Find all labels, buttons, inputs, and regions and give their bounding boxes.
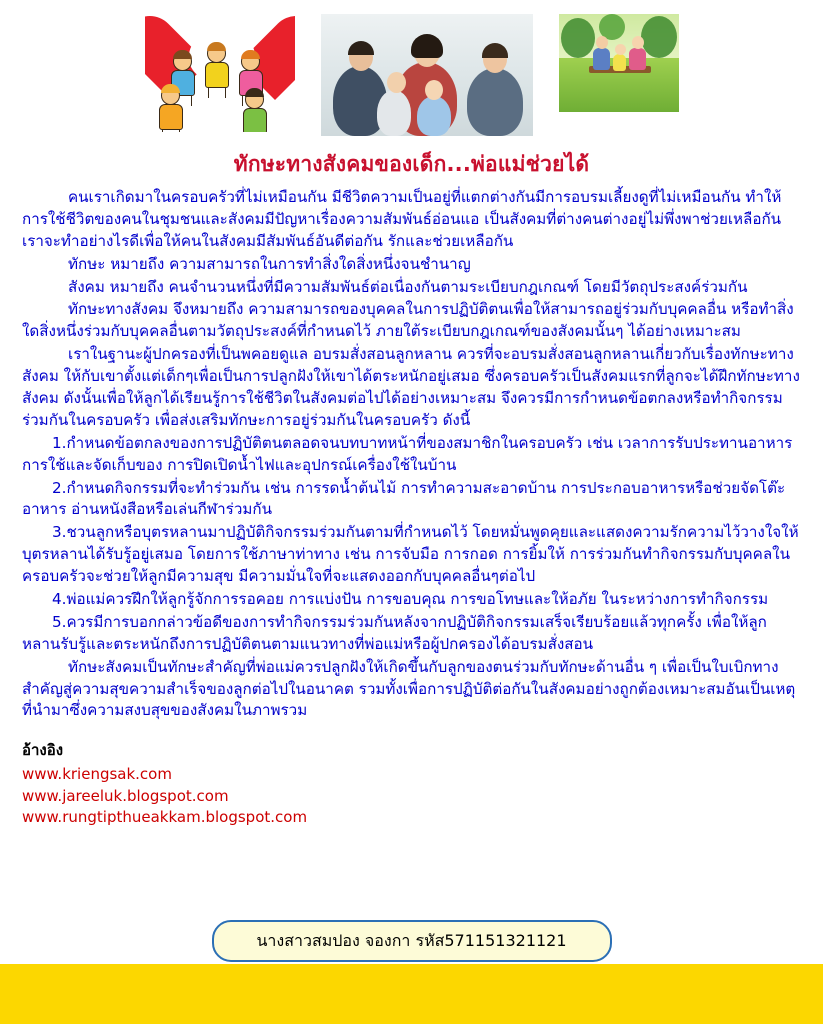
- paragraph: ทักษะสังคมเป็นทักษะสำคัญที่พ่อแม่ควรปลูกฝังให้เกิดขึ้นกับลูกของตนร่วมกับทักษะด้านอื่น ๆ เพื่อเป็นใบเบิกทางสำคัญสู่ความสุขความสำเร็จของลูกต่อไปในอนาคต รวมทั้งเพื่อการปฏิบัติต่อกันในสังคมอย่างถูกต้องเหมาะสมอันเป็นเหตุที่นำมาซึ่งความสงบสุขของสังคมในภาพรวม: [22, 657, 796, 720]
- family-photo: [321, 14, 533, 136]
- child-figure: [207, 44, 229, 98]
- list-item: 3.ชวนลูกหรือบุตรหลานมาปฏิบัติกิจกรรมร่วมกันตามที่กำหนดไว้ โดยหมั่นพูดคุยและแสดงความรักความไว้วางใจให้บุตรหลานได้รับรู้อยู่เสมอ โดยการใช้ภาษาท่าทาง เช่น การจับมือ การกอด การยิ้มให้ การร่วมกันทำกิจกรรมกับบุคคลในครอบครัวจะช่วยให้ลูกมีความสุข มีความมั่นใจที่จะแสดงออกกับบุคคลอื่นๆต่อไป: [22, 523, 799, 586]
- child-figure: [417, 96, 451, 136]
- references-heading: อ้างอิง: [22, 741, 64, 760]
- list-item: 4.พ่อแม่ควรฝึกให้ลูกรู้จักการรอคอย การแบ่งปัน การขอบคุณ การขอโทษและให้อภัย ในระหว่างการทำกิจกรรม: [52, 590, 769, 609]
- paragraph: คนเราเกิดมาในครอบครัวที่ไม่เหมือนกัน มีชีวิตความเป็นอยู่ที่แตกต่างกันมีการอบรมเลี้ยงดูที่ไม่เหมือนกัน ทำให้การใช้ชีวิตของคนในชุมชนและสังคมมีปัญหาเรื่องความสัมพันธ์อ่อนแอ เป็นสังคมที่ต่างคนต่างอยู่ไม่พึ่งพาช่วยเหลือกัน เราจะทำอย่างไรดีเพื่อให้คนในสังคมมีสัมพันธ์อันดีต่อกัน รักและช่วยเหลือกัน: [22, 188, 782, 250]
- family-garden-clipart: [559, 14, 679, 112]
- child-head: [615, 44, 626, 55]
- paragraph: ทักษะ หมายถึง ความสามารถในการทำสิ่งใดสิ่งหนึ่งจนชำนาญ: [68, 254, 471, 273]
- child-head: [387, 72, 406, 93]
- mother-figure: [629, 48, 646, 70]
- author-name-pill: นางสาวสมปอง จองกา รหัส571151321121: [212, 920, 612, 962]
- person-hair: [411, 34, 443, 58]
- page-title: ทักษะทางสังคมของเด็ก...พ่อแม่ช่วยได้: [233, 152, 590, 176]
- kids-heart-clipart: [145, 14, 295, 132]
- mother-head: [632, 36, 644, 49]
- reference-link[interactable]: www.kriengsak.com: [22, 765, 172, 784]
- tree-icon: [561, 18, 595, 58]
- child-figure: [613, 54, 626, 71]
- father-figure: [593, 48, 610, 70]
- child-head: [425, 80, 443, 100]
- footer-bar: [0, 964, 823, 1024]
- image-strip: [22, 8, 801, 144]
- child-figure: [377, 90, 411, 136]
- list-item: 2.กำหนดกิจกรรมที่จะทำร่วมกัน เช่น การรดน้ำต้นไม้ การทำความสะอาดบ้าน การประกอบอาหารหรือช่วยจัดโต๊ะอาหาร อ่านหนังสือหรือเล่นกีฬาร่วมกัน: [22, 478, 786, 519]
- paragraph: สังคม หมายถึง คนจำนวนหนึ่งที่มีความสัมพันธ์ต่อเนื่องกันตามระเบียบกฎเกณฑ์ โดยมีวัตถุประสงค์ร่วมกัน: [68, 277, 748, 296]
- list-item: 1.กำหนดข้อตกลงของการปฏิบัติตนตลอดจนบทบาทหน้าที่ของสมาชิกในครอบครัว เช่น เวลาการรับประทานอาหาร การใช้และจัดเก็บของ การปิดเปิดน้ำไฟและอุปกรณ์เครื่องใช้ในบ้าน: [22, 433, 793, 474]
- child-figure: [245, 90, 267, 132]
- person-figure: [467, 68, 523, 136]
- child-figure: [161, 86, 183, 132]
- paragraph: เราในฐานะผู้ปกครองที่เป็นพคอยดูแล อบรมสั่งสอนลูกหลาน ควรที่จะอบรมสั่งสอนลูกหลานเกี่ยวกับเรื่องทักษะทางสังคม ให้กับเขาตั้งแต่เด็กๆเพื่อเป็นการปลูกฝังให้เขาได้ตระหนักอยู่เสมอ ซึ่งครอบครัวเป็นสังคมแรกที่ลูกจะได้ฝึกทักษะทางสังคม ดังนั้นเพื่อให้ลูกได้เรียนรู้การใช้ชีวิตในสังคมต่อไปได้อย่างเหมาะสม จึงควรมีการกำหนดข้อตกลงหรือทำกิจกรรมร่วมกันในครอบครัว เพื่อส่งเสริมทักษะการอยู่ร่วมกันในครอบครัว ดังนี้: [22, 345, 800, 429]
- paragraph: ทักษะทางสังคม จึงหมายถึง ความสามารถของบุคคลในการปฏิบัติตนเพื่อให้สามารถอยู่ร่วมกับบุคคลอื่น หรือทำสิ่งใดสิ่งหนึ่งร่วมกับบุคคลอื่นตามวัตถุประสงค์ที่กำหนดไว้ ภายใต้ระเบียบกฎเกณฑ์ของสังคมนั้นๆ ได้อย่างเหมาะสม: [22, 300, 794, 341]
- list-item: 5.ควรมีการบอกกล่าวข้อดีของการทำกิจกรรมร่วมกันหลังจากปฏิบัติกิจกรรมเสร็จเรียบร้อยแล้วทุกครั้ง เพื่อให้ลูกหลานรับรู้และตระหนักถึงการปฏิบัติตนตามแนวทางที่พ่อแม่หรือผู้ปกครองได้อบรมสั่งสอน: [22, 612, 767, 653]
- father-head: [596, 36, 608, 49]
- article-body: [22, 187, 801, 722]
- reference-link[interactable]: www.jareeluk.blogspot.com: [22, 786, 229, 805]
- tree-icon: [641, 16, 677, 58]
- references-list: [22, 764, 801, 828]
- reference-link[interactable]: www.rungtipthueakkam.blogspot.com: [22, 807, 308, 826]
